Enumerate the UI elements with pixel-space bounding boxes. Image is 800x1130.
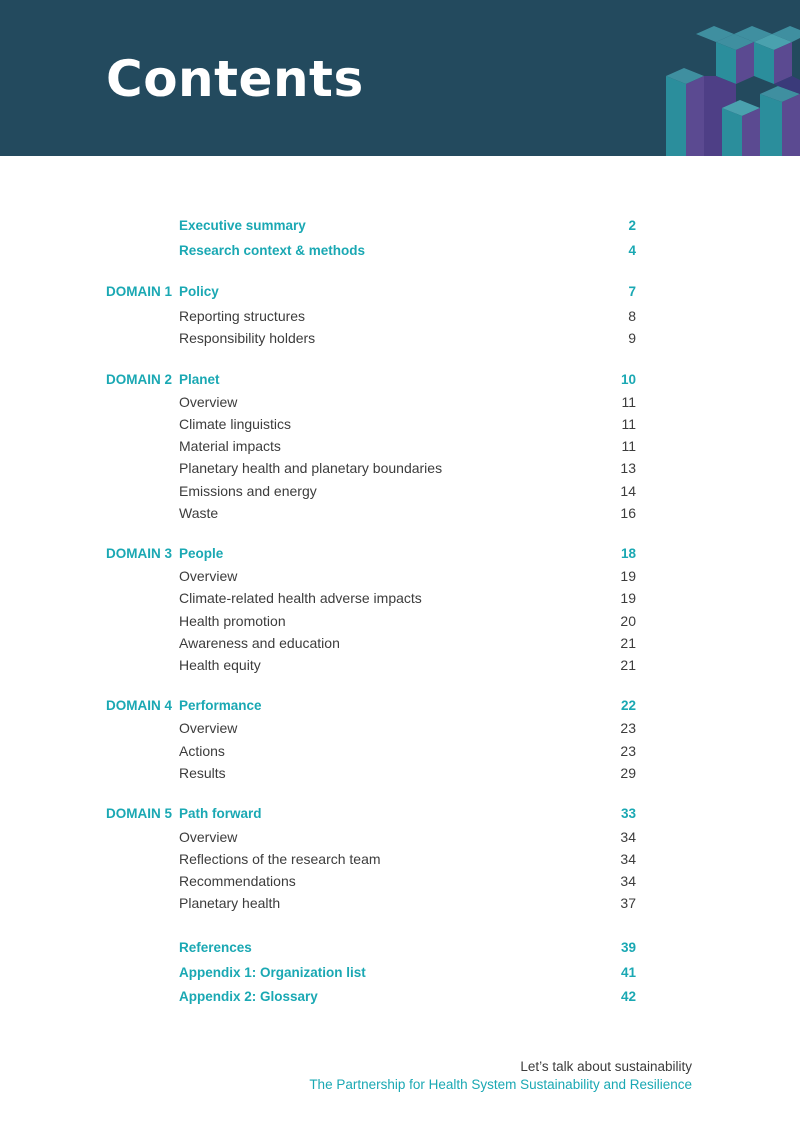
- toc-entry-label: Executive summary: [179, 218, 306, 233]
- toc-entry-label: Actions: [179, 743, 225, 759]
- toc-page-number: 19: [620, 590, 636, 606]
- toc-entry-main[interactable]: [0, 987, 800, 1007]
- toc-entry-label: References: [179, 940, 252, 955]
- toc-page-number: 2: [628, 218, 636, 233]
- toc-page-number: 21: [620, 635, 636, 651]
- toc-entry[interactable]: [0, 849, 800, 869]
- toc-entry-label: Climate linguistics: [179, 416, 292, 432]
- toc-entry[interactable]: [0, 503, 800, 523]
- toc-page-number: 23: [620, 743, 636, 759]
- toc-entry-main[interactable]: [0, 938, 800, 958]
- toc-entry-main[interactable]: [0, 370, 800, 390]
- toc-page-number: 20: [620, 613, 636, 629]
- toc-page-number: 18: [620, 546, 636, 561]
- toc-entry[interactable]: [0, 414, 800, 434]
- toc-entry-main[interactable]: [0, 696, 800, 716]
- toc-page-number: 7: [628, 284, 636, 299]
- toc-entry-label: Appendix 2: Glossary: [179, 989, 318, 1004]
- toc-entry-label: Emissions and energy: [179, 483, 317, 499]
- toc-entry[interactable]: [0, 763, 800, 783]
- toc-entry[interactable]: [0, 566, 800, 586]
- toc-page-number: 4: [628, 243, 636, 258]
- toc-page-number: 14: [620, 483, 636, 499]
- toc-entry-label: Appendix 1: Organization list: [179, 965, 366, 980]
- toc-page-number: 11: [621, 438, 636, 454]
- toc-entry-label: Responsibility holders: [179, 330, 316, 346]
- toc-entry-label: Performance: [179, 698, 262, 713]
- toc-page-number: 34: [620, 851, 636, 867]
- toc-entry[interactable]: [0, 633, 800, 653]
- toc-page-number: 39: [620, 940, 636, 955]
- toc-entry-label: Planetary health: [179, 895, 281, 911]
- toc-page-number: 22: [620, 698, 636, 713]
- toc-entry-main[interactable]: [0, 963, 800, 983]
- toc-entry-label: Policy: [179, 284, 219, 299]
- toc-entry-label: Awareness and education: [179, 635, 340, 651]
- toc-entry-label: Waste: [179, 505, 219, 521]
- toc-page-number: 11: [621, 416, 636, 432]
- toc-entry-label: Health equity: [179, 657, 261, 673]
- toc-entry-main[interactable]: [0, 216, 800, 236]
- toc-entry-label: Reflections of the research team: [179, 851, 381, 867]
- page-title: Contents: [106, 50, 364, 108]
- toc-entry-label: Planetary health and planetary boundaries: [179, 460, 443, 476]
- toc-page-number: 29: [620, 765, 636, 781]
- toc-domain-label: DOMAIN 1: [106, 284, 173, 299]
- toc-domain-label: DOMAIN 5: [106, 806, 173, 821]
- toc-entry-label: Overview: [179, 394, 238, 410]
- toc-page-number: 34: [620, 873, 636, 889]
- toc-page-number: 19: [620, 568, 636, 584]
- toc-page-number: 21: [620, 657, 636, 673]
- toc-entry-main[interactable]: [0, 544, 800, 564]
- footer-organization: The Partnership for Health System Sustainability and Resilience: [309, 1077, 692, 1092]
- toc-page-number: 37: [620, 895, 636, 911]
- toc-entry[interactable]: [0, 306, 800, 326]
- toc-entry-label: Overview: [179, 568, 238, 584]
- toc-entry[interactable]: [0, 328, 800, 348]
- toc-page-number: 11: [621, 394, 636, 410]
- toc-entry[interactable]: [0, 893, 800, 913]
- toc-entry[interactable]: [0, 481, 800, 501]
- toc-entry-label: Planet: [179, 372, 220, 387]
- toc-page-number: 42: [620, 989, 636, 1004]
- toc-page-number: 16: [620, 505, 636, 521]
- toc-entry-label: Results: [179, 765, 226, 781]
- toc-entry-label: Path forward: [179, 806, 262, 821]
- toc-entry-label: Climate-related health adverse impacts: [179, 590, 422, 606]
- toc-entry-label: Recommendations: [179, 873, 296, 889]
- toc-entry-main[interactable]: [0, 241, 800, 261]
- toc-entry[interactable]: [0, 588, 800, 608]
- toc-entry-label: Overview: [179, 829, 238, 845]
- toc-domain-label: DOMAIN 4: [106, 698, 173, 713]
- toc-entry-main[interactable]: [0, 804, 800, 824]
- toc-entry[interactable]: [0, 392, 800, 412]
- toc-entry-label: Material impacts: [179, 438, 281, 454]
- toc-page-number: 41: [620, 965, 636, 980]
- toc-entry-label: Research context & methods: [179, 243, 366, 258]
- toc-page-number: 33: [620, 806, 636, 821]
- toc-page-number: 13: [620, 460, 636, 476]
- toc-entry-label: Reporting structures: [179, 308, 306, 324]
- toc-entry[interactable]: [0, 718, 800, 738]
- toc-entry[interactable]: [0, 655, 800, 675]
- toc-page-number: 23: [620, 720, 636, 736]
- toc-entry-label: People: [179, 546, 224, 561]
- toc-domain-label: DOMAIN 2: [106, 372, 173, 387]
- toc-entry[interactable]: [0, 741, 800, 761]
- toc-entry[interactable]: [0, 827, 800, 847]
- toc-entry-label: Health promotion: [179, 613, 286, 629]
- toc-entry-main[interactable]: [0, 282, 800, 302]
- toc-entry[interactable]: [0, 611, 800, 631]
- toc-entry[interactable]: [0, 436, 800, 456]
- footer-tagline: Let’s talk about sustainability: [520, 1059, 692, 1074]
- toc-page-number: 10: [620, 372, 636, 387]
- toc-domain-label: DOMAIN 3: [106, 546, 173, 561]
- toc-page-number: 8: [628, 308, 636, 324]
- toc-page-number: 34: [620, 829, 636, 845]
- toc-page-number: 9: [628, 330, 636, 346]
- toc-entry[interactable]: [0, 458, 800, 478]
- toc-entry-label: Overview: [179, 720, 238, 736]
- toc-entry[interactable]: [0, 871, 800, 891]
